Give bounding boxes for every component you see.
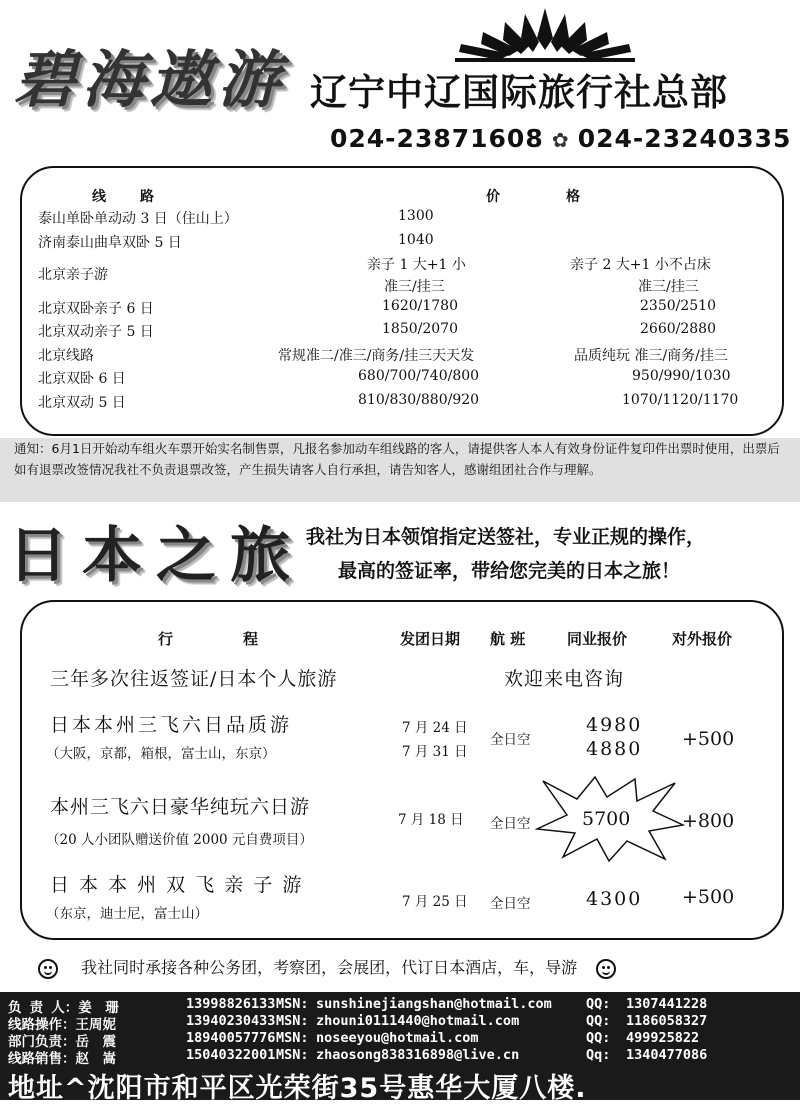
tour-sub: （东京，迪士尼，富士山） [46, 906, 208, 922]
col-public-price-header: 对外报价 [672, 630, 733, 648]
contact-qq: 1186058327 [626, 1013, 708, 1029]
col-trade-price-header: 同业报价 [567, 630, 628, 648]
contact-qq: 1340477086 [626, 1047, 708, 1063]
route-cell: 北京亲子游 [38, 267, 108, 283]
tour-public-price: +500 [682, 886, 735, 908]
route-cell: 济南泰山曲阜双卧 5 日 [38, 235, 182, 251]
tour-date: 7 月 18 日 [398, 812, 464, 828]
route-cell: 北京双动亲子 5 日 [38, 324, 154, 340]
contact-qq: 1307441228 [626, 996, 708, 1012]
services-text: 我社同时承接各种公务团，考察团，会展团，代订日本酒店，车，导游 [81, 958, 578, 977]
contact-phone: 18940057776 [186, 1030, 276, 1046]
services-line [38, 955, 778, 979]
contact-role: 部门负责：岳 震 [8, 1034, 116, 1050]
phone-1: 024-23871608 [330, 124, 544, 153]
route-cell: 北京线路 [38, 348, 94, 364]
contact-footer [0, 992, 800, 1104]
price-cell: 1620/1780 [382, 298, 458, 314]
price-cell: 准三/挂三 [638, 279, 699, 295]
japan-slogan [306, 520, 705, 588]
contact-phone: 13940230433 [186, 1013, 276, 1029]
company-name: 辽宁中辽国际旅行社总部 [310, 71, 728, 114]
notice-banner: 通知：6月1日开始动车组火车票开始实名制售票，凡报名参加动车组线路的客人，请提供客人本人有效身份证件复印件出票时使用，出票后如有退票改签情况我社不负责退票改签，产生损失请客人自行承担，请告知客人，感谢组团社合作与理解。 [0, 438, 800, 502]
price-cell: 950/990/1030 [632, 368, 731, 384]
tour-sub: （20 人小团队赠送价值 2000 元自费项目） [46, 832, 313, 848]
price-cell: 810/830/880/920 [358, 392, 480, 408]
contact-qq-label: Qq: [586, 1047, 611, 1063]
office-address: 地址^沈阳市和平区光荣街35号惠华大厦八楼. [8, 1073, 587, 1104]
col-itinerary-header: 行 程 [158, 630, 261, 648]
slogan-line-1: 我社为日本领馆指定送签社，专业正规的操作， [306, 526, 706, 548]
tour-trade-price: 4880 [586, 738, 643, 760]
contact-qq-label: QQ: [586, 1013, 611, 1029]
tour-public-price: +500 [682, 728, 735, 750]
domestic-price-table [20, 166, 784, 436]
price-cell: 1040 [398, 232, 434, 248]
japan-section-title: 日本之旅 [8, 521, 304, 591]
contact-phone: 15040322001 [186, 1047, 276, 1063]
contact-role: 线路操作：王周妮 [8, 1017, 116, 1033]
contact-msn[interactable]: zhouni0111440@hotmail.com [316, 1013, 520, 1029]
contact-phone: 13998826133 [186, 996, 276, 1012]
route-cell: 北京双卧 6 日 [38, 371, 126, 387]
tour-flight: 全日空 [490, 896, 531, 912]
price-cell: 1070/1120/1170 [622, 392, 739, 408]
col-price-header: 价 格 [486, 189, 582, 205]
tour-trade-price-highlight: 5700 [582, 808, 631, 830]
tour-name: 本州三飞六日豪华纯玩六日游 [50, 796, 311, 818]
contact-role: 线路销售：赵 嵩 [8, 1051, 116, 1067]
tour-name: 日 本 本 州 双 飞 亲 子 游 [50, 874, 304, 896]
visa-line: 三年多次往返签证/日本个人旅游 [50, 668, 338, 690]
contact-role: 负 责 人：姜 珊 [8, 1000, 119, 1016]
contact-qq-label: QQ: [586, 1030, 611, 1046]
phone-numbers [330, 124, 791, 153]
tour-flight: 全日空 [490, 732, 531, 748]
contact-msn-label: MSN: [276, 1047, 309, 1063]
price-cell: 品质纯玩 准三/商务/挂三 [574, 348, 728, 364]
leaf-icon: ✿ [551, 128, 570, 152]
route-cell: 北京双卧亲子 6 日 [38, 301, 154, 317]
lotus-logo-icon [455, 8, 635, 63]
contact-msn[interactable]: zhaosong838316898@live.cn [316, 1047, 520, 1063]
smiley-icon [596, 959, 616, 979]
japan-tour-table [20, 600, 784, 940]
brand-title: 碧海遨游 [14, 43, 287, 116]
visa-note: 欢迎来电咨询 [504, 668, 625, 690]
contact-msn[interactable]: sunshinejiangshan@hotmail.com [316, 996, 552, 1012]
tour-sub: （大阪，京都，箱根，富士山，东京） [46, 746, 276, 762]
contact-msn-label: MSN: [276, 1030, 309, 1046]
col-date-header: 发团日期 [400, 630, 461, 648]
tour-date: 7 月 31 日 [402, 744, 468, 760]
price-cell: 亲子 1 大+1 小 [367, 257, 466, 273]
tour-public-price: +800 [682, 810, 735, 832]
price-cell: 680/700/740/800 [358, 368, 480, 384]
price-cell: 准三/挂三 [384, 279, 445, 295]
smiley-icon [38, 959, 58, 979]
tour-name: 日本本州三飞六日品质游 [50, 714, 293, 736]
tour-date: 7 月 24 日 [402, 720, 468, 736]
contact-msn[interactable]: noseeyou@hotmail.com [316, 1030, 479, 1046]
contact-msn-label: MSN: [276, 1013, 309, 1029]
price-cell: 2350/2510 [640, 298, 716, 314]
col-flight-header: 航 班 [490, 630, 526, 648]
tour-trade-price: 4300 [586, 888, 643, 910]
price-cell: 2660/2880 [640, 321, 716, 337]
tour-date: 7 月 25 日 [402, 894, 468, 910]
price-cell: 常规准二/准三/商务/挂三天天发 [278, 348, 475, 364]
route-cell: 泰山单卧单动动 3 日（住山上） [38, 211, 238, 227]
slogan-line-2: 最高的签证率，带给您完美的日本之旅！ [338, 560, 681, 582]
contact-qq: 499925822 [626, 1030, 700, 1046]
contact-qq-label: QQ: [586, 996, 611, 1012]
price-cell: 1850/2070 [382, 321, 458, 337]
route-cell: 北京双动 5 日 [38, 395, 126, 411]
price-cell: 亲子 2 大+1 小不占床 [570, 257, 711, 273]
tour-flight: 全日空 [490, 816, 531, 832]
contact-msn-label: MSN: [276, 996, 309, 1012]
phone-2: 024-23240335 [577, 124, 792, 153]
tour-trade-price: 4980 [586, 714, 643, 736]
col-route-header: 线 路 [92, 189, 156, 205]
price-cell: 1300 [398, 208, 434, 224]
